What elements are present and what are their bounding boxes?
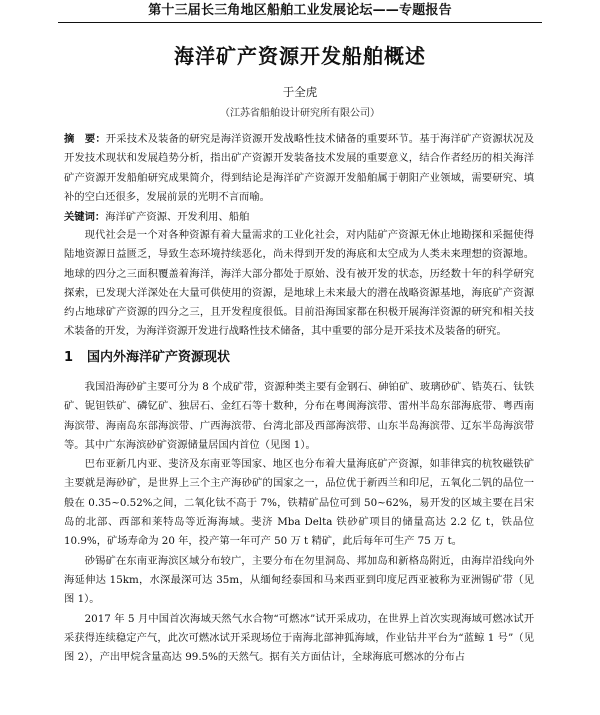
- abstract-label: 摘 要：: [64, 133, 106, 145]
- keywords-label: 关键词：: [64, 211, 106, 223]
- running-header-text: 第十三届长三角地区船舶工业发展论坛——专题报告: [148, 3, 452, 18]
- section-number: 1: [64, 350, 74, 365]
- body-paragraph: 砂锡矿在东南亚海滨区域分布较广，主要分布在勿里洞岛、邦加岛和新格岛附近，由海岸沿线向外海延伸达 15km，水深最深可达 35m，从缅甸经泰国和马来西亚到印度尼西亚被称为亚洲锡矿带（见图 1）。: [64, 554, 534, 606]
- body-paragraph: 我国沿海砂矿主要可分为 8 个成矿带，资源种类主要有金钢石、砷铂矿、玻璃砂矿、锆英石、钛铁矿、铌钽铁矿、磷钇矿、独居石、金红石等十数种，分布在粤闽海滨带、雷州半岛东部海底带、粤西南海滨带、海南岛东部海滨带、广西海滨带、台湾北部及西部海滨带、山东半岛海滨带、辽东半岛海滨带等。其中广东海滨砂矿资源储量居国内首位（见图 1）。: [64, 381, 534, 451]
- keywords-text: 海洋矿产资源、开发利用、船舶: [105, 211, 250, 223]
- keywords-paragraph: [64, 208, 534, 227]
- body-paragraph: 巴布亚新几内亚、斐济及东南亚等国家、地区也分布着大量海底矿产资源，如菲律宾的杭牧磁铁矿主要就是海砂矿，是世界上三个主产海砂矿的国家之一，品位优于新西兰和印尼，五氧化二钒的品位一般在 0.35~0.52%之间，二氧化钛不高于 7%，铁精矿品位可到 50~62%，易开发的区域主要在吕宋岛的北部、西部和莱特岛等近海海域。斐济 Mba Delta 铁砂矿项目的储量高达 2.2 亿 t，铁品位 10.9%，矿场寿命为 20 年，投产第一年可产 50 万 t 精矿，此后每年可生产 75 万 t。: [64, 458, 534, 548]
- abstract-paragraph: [64, 130, 534, 207]
- intro-paragraph: 现代社会是一个对各种资源有着大量需求的工业化社会，对内陆矿产资源无休止地勘探和采掘使得陆地资源日益匮乏，导致生态环境持续恶化，尚未得到开发的海底和太空成为人类未来理想的资源地。地球的四分之三面积覆盖着海洋，海洋大部分都处于原始、没有被开发的状态，历经数十年的科学研究探索，已发现大洋深处在大量可供使用的资源，是地球上未来最大的潜在战略资源基地，海底矿产资源约占地球矿产资源的四分之三，且开发程度很低。目前沿海国家都在积极开展海洋资源的研究和相关技术装备的开发，为海洋资源开发进行战略性技术储备，其中重要的部分是开采技术及装备的研究。: [64, 229, 534, 338]
- paper-title: 海洋矿产资源开发船舶概述: [174, 44, 426, 68]
- section-1-body: [64, 378, 534, 667]
- intro-section: [64, 226, 534, 342]
- section-1-heading: [64, 346, 244, 365]
- running-header: [58, 2, 542, 23]
- keywords: [64, 208, 534, 227]
- abstract-text: 开采技术及装备的研究是海洋资源开发战略性技术储备的重要环节。基于海洋矿产资源状况及开发技术现状和发展趋势分析，指出矿产资源开发装备技术发展的重要意义，结合作者经历的相关海洋矿产资源开发船舶研究成果简介，得到结论是海洋矿产资源开发船舶属于朝阳产业领域，需要研究、填补的空白还很多，发展前景的光明不言而喻。: [64, 133, 535, 203]
- abstract: [64, 130, 534, 207]
- author-name: 于全虎: [282, 85, 318, 99]
- body-paragraph: 2017 年 5 月中国首次海域天然气水合物“可燃冰”试开采成功，在世界上首次实现海域可燃冰试开采获得连续稳定产气，此次可燃冰试开采现场位于南海北部神狐海域，作业钻井平台为“蓝鲸 1 号”（见图 2），产出甲烷含量高达 99.5%的天然气。据有关方面估计，全球海底可燃冰的分布占: [64, 612, 534, 664]
- author-affiliation: （江苏省船舶设计研究所有限公司）: [220, 108, 380, 119]
- section-title: 国内外海洋矿产资源现状: [87, 350, 231, 365]
